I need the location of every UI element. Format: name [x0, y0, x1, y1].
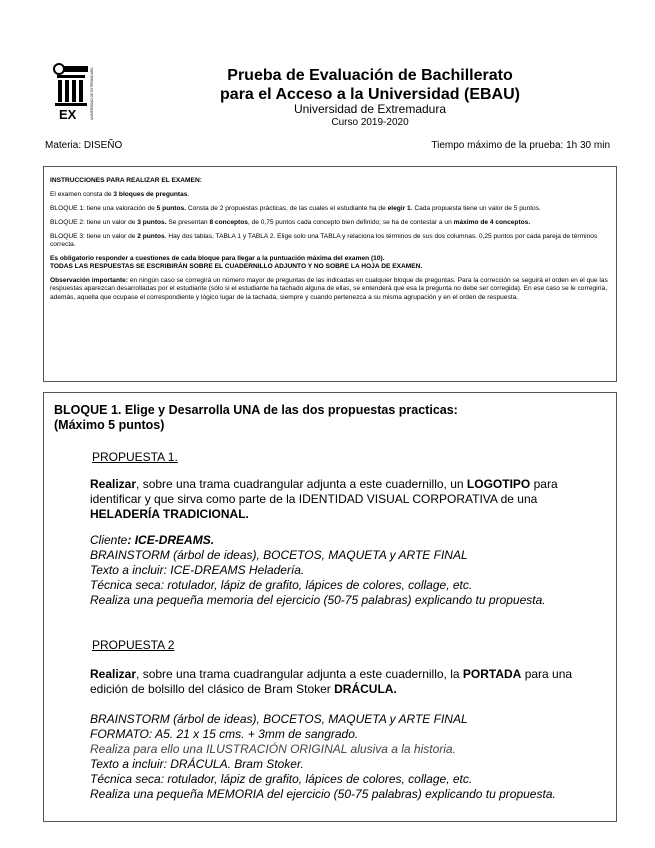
propuesta-1-line2: Texto a incluir: ICE-DREAMS Heladería.: [90, 563, 305, 577]
propuesta-1-line1: BRAINSTORM (árbol de ideas), BOCETOS, MAQUETA y ARTE FINAL: [90, 548, 468, 562]
propuesta-2-line6: Realiza una pequeña MEMORIA del ejercicio (50-75 palabras) explicando tu propuesta.: [90, 787, 556, 801]
propuesta-1-description: Realizar, sobre una trama cuadrangular adjunta a este cuadernillo, un LOGOTIPO para identificar y que sirva como parte de la IDENTIDAD VISUAL CORPORATIVA de una HELADERÍA TRADICIONAL.: [90, 477, 558, 521]
university-logo: [52, 62, 98, 124]
propuesta-1-line3: Técnica seca: rotulador, lápiz de grafito, lápices de colores, collage, etc.: [90, 578, 473, 592]
propuesta-1-title: PROPUESTA 1.: [92, 450, 178, 464]
logo-vertical-text: UNIVERSIDAD DE EXTREMADURA: [90, 67, 94, 120]
logo-text: EX: [59, 107, 77, 122]
instructions-p3: BLOQUE 2: tiene un valor de 3 puntos. Se presentan 8 conceptos, de 0,75 puntos cada concepto bien definido; se ha de contestar a un máximo de 4 conceptos.: [50, 218, 531, 226]
page-title-line1: Prueba de Evaluación de Bachillerato: [227, 67, 513, 84]
exam-time: Tiempo máximo de la prueba: 1h 30 min: [431, 140, 610, 151]
propuesta-2-line3: Realiza para ello una ILUSTRACIÓN ORIGINAL alusiva a la historia.: [90, 742, 456, 756]
propuesta-1-client: Cliente: ICE-DREAMS.: [90, 533, 215, 547]
bloque-1-box: [43, 392, 617, 822]
instructions-p6: Observación importante: en ningún caso se corregirá un número mayor de preguntas de las indicadas en cualquier bloque de preguntas. Para la corrección se seguirá el orden en el que las respuestas aparezcan desarrolladas por el estudiante (sólo si el estudiante ha tachado alguna de ellas, se entenderá que esa la pregunta no debe ser corregida). En ese caso se le corregiría, además, aquella que ocupase el correspondiente y lógico lugar de la tachada, siempre y cuando pertenezca a su misma agrupación y en el orden de respuesta.: [50, 276, 608, 301]
propuesta-1-line4: Realiza una pequeña memoria del ejercicio (50-75 palabras) explicando tu propuesta.: [90, 593, 546, 607]
university-name: Universidad de Extremadura: [293, 102, 447, 116]
bloque-heading: BLOQUE 1. Elige y Desarrolla UNA de las dos propuestas practicas: (Máximo 5 puntos): [54, 403, 458, 432]
instructions-p4: BLOQUE 3: tiene un valor de 2 puntos. Hay dos tablas, TABLA 1 y TABLA 2. Elige solo una TABLA y relaciona los términos de sus dos columnas. 0,25 puntos por cada pareja de términos correcta.: [50, 232, 598, 248]
instructions-p5: Es obligatorio responder a cuestiones de cada bloque para llegar a la puntuación máxima del examen (10). TODAS LAS RESPUESTAS SE ESCRIBIRÁN SOBRE EL CUADERNILLO ADJUNTO Y NO SOBRE LA HOJA DE EXAMEN.: [50, 254, 423, 271]
propuesta-2-line1: BRAINSTORM (árbol de ideas), BOCETOS, MAQUETA y ARTE FINAL: [90, 712, 468, 726]
instructions-p1: El examen consta de 3 bloques de preguntas.: [50, 190, 190, 198]
propuesta-2-title: PROPUESTA 2: [92, 638, 175, 652]
instructions-box: [43, 166, 617, 382]
propuesta-2-line2: FORMATO: A5. 21 x 15 cms. + 3mm de sangrado.: [90, 727, 359, 741]
propuesta-2-line5: Técnica seca: rotulador, lápiz de grafito, lápices de colores, collage, etc.: [90, 772, 473, 786]
course-year: Curso 2019-2020: [331, 117, 409, 128]
propuesta-2-line4: Texto a incluir: DRÁCULA. Bram Stoker.: [90, 757, 304, 771]
propuesta-2-description: Realizar, sobre una trama cuadrangular adjunta a este cuadernillo, la PORTADA para una edición de bolsillo del clásico de Bram Stoker DRÁCULA.: [90, 667, 573, 696]
page-title-line2: para el Acceso a la Universidad (EBAU): [220, 86, 520, 103]
instructions-heading: INSTRUCCIONES PARA REALIZAR EL EXAMEN:: [50, 177, 202, 184]
subject: Materia: DISEÑO: [45, 140, 123, 151]
instructions-p2: BLOQUE 1: tiene una valoración de 5 puntos. Consta de 2 propuestas prácticas, de las cuales el estudiante ha de elegir 1. Cada propuesta tiene un valor de 5 puntos.: [50, 204, 541, 212]
